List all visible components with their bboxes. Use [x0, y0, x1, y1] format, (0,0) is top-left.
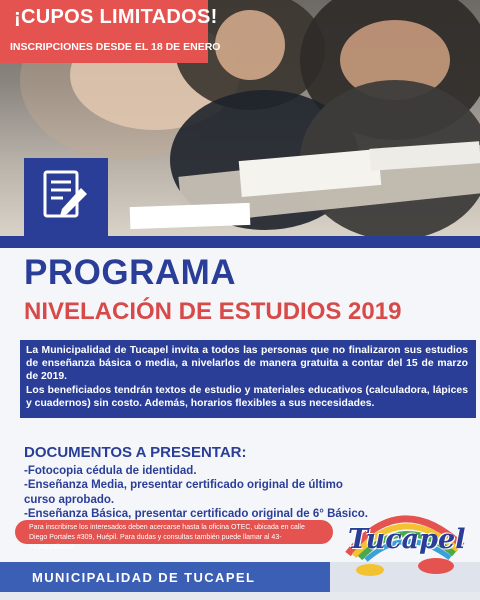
banner-subtitle: INSCRIPCIONES DESDE EL 18 DE ENERO: [10, 41, 221, 53]
list-item: -Fotocopia cédula de identidad.: [24, 465, 197, 477]
list-item: -Enseñanza Básica, presentar certificado original de 6° Básico.: [24, 507, 368, 520]
intro-paragraph-2: Los beneficiados tendrán textos de estudio y materiales educativos (calculadora, lápices y cuadernos) sin costo. Además, horarios flexibles a sus necesidades.: [26, 384, 468, 409]
document-icon-tile: [24, 158, 108, 236]
tucapel-logo: [340, 496, 470, 582]
documents-title: DOCUMENTOS A PRESENTAR:: [24, 444, 247, 461]
divider-stripe: [0, 236, 480, 248]
intro-paragraph-1: La Municipalidad de Tucapel invita a todos las personas que no finalizaron sus estudios de enseñanza básica o media, a nivelarlos de manera gratuita a contar del 15 de marzo de 2019.: [26, 345, 468, 383]
footer-label: MUNICIPALIDAD DE TUCAPEL: [32, 570, 256, 585]
footer-line: [0, 592, 480, 600]
document-edit-icon: [43, 170, 89, 224]
program-heading: PROGRAMA: [24, 253, 237, 292]
list-item: curso aprobado.: [24, 493, 115, 506]
limited-spots-banner: [0, 0, 221, 63]
documents-list: [24, 464, 384, 521]
banner-title: ¡CUPOS LIMITADOS!: [14, 6, 218, 28]
footer-bar: [0, 562, 330, 592]
program-name: NIVELACIÓN DE ESTUDIOS 2019: [24, 298, 402, 325]
intro-box: [20, 340, 476, 418]
logo-text: Tucapel: [348, 524, 466, 555]
registration-note: Para inscribirse los interesados deben acercarse hasta la oficina OTEC, ubicada en calle Diego Portales #309, Huépil. Para dudas y consultas también puede llamar al 43-2404038/4037.: [15, 520, 333, 544]
list-item: -Enseñanza Media, presentar certificado original de último: [24, 479, 343, 492]
